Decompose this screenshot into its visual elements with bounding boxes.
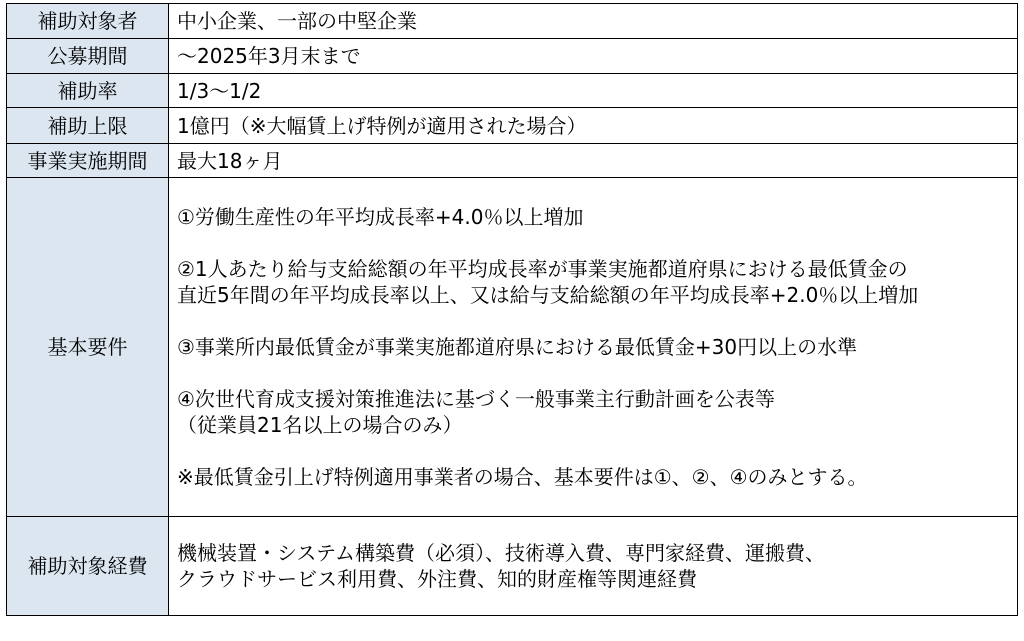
table-row	[7, 144, 1018, 178]
row-label-eligible-expenses: 補助対象経費	[7, 517, 169, 616]
row-label-subsidy-cap: 補助上限	[7, 108, 169, 144]
requirement-4-line-2: （従業員21名以上の場合のみ）	[177, 413, 463, 437]
row-label-project-period: 事業実施期間	[7, 144, 169, 178]
subsidy-summary-table	[6, 3, 1018, 616]
row-value-eligible-applicants: 中小企業、一部の中堅企業	[169, 4, 1018, 39]
row-label-eligible-applicants: 補助対象者	[7, 4, 169, 39]
table-row	[7, 39, 1018, 74]
requirement-note: ※最低賃金引上げ特例適用事業者の場合、基本要件は①、②、④のみとする。	[177, 465, 868, 489]
row-value-eligible-expenses	[169, 517, 1018, 616]
requirement-2-line-2: 直近5年間の年平均成長率以上、又は給与支給総額の年平均成長率+2.0％以上増加	[177, 283, 919, 307]
row-label-basic-requirements: 基本要件	[7, 178, 169, 517]
subsidy-summary-sheet	[6, 3, 1018, 637]
requirement-2-line-1: ②1人あたり給与支給総額の年平均成長率が事業実施都道府県における最低賃金の	[177, 257, 908, 281]
requirement-4-line-1: ④次世代育成支援対策推進法に基づく一般事業主行動計画を公表等	[177, 387, 775, 411]
row-value-project-period: 最大18ヶ月	[169, 144, 1018, 178]
requirement-1: ①労働生産性の年平均成長率+4.0％以上増加	[177, 205, 584, 229]
table-row	[7, 517, 1018, 616]
requirement-3: ③事業所内最低賃金が事業実施都道府県における最低賃金+30円以上の水準	[177, 335, 858, 359]
row-value-basic-requirements	[169, 178, 1018, 517]
row-value-subsidy-rate: 1/3～1/2	[169, 74, 1018, 108]
table-row	[7, 4, 1018, 39]
row-label-subsidy-rate: 補助率	[7, 74, 169, 108]
expenses-line-1: 機械装置・システム構築費（必須）、技術導入費、専門家経費、運搬費、	[177, 541, 825, 565]
row-label-application-period: 公募期間	[7, 39, 169, 74]
row-value-subsidy-cap: 1億円（※大幅賃上げ特例が適用された場合）	[169, 108, 1018, 144]
table-row	[7, 178, 1018, 517]
requirement-spacer	[177, 230, 1011, 256]
requirement-spacer	[177, 438, 1011, 464]
requirement-spacer	[177, 308, 1011, 334]
expenses-line-2: クラウドサービス利用費、外注費、知的財産権等関連経費	[177, 567, 697, 591]
table-row	[7, 108, 1018, 144]
table-row	[7, 74, 1018, 108]
row-value-application-period: ～2025年3月末まで	[169, 39, 1018, 74]
requirement-spacer	[177, 360, 1011, 386]
